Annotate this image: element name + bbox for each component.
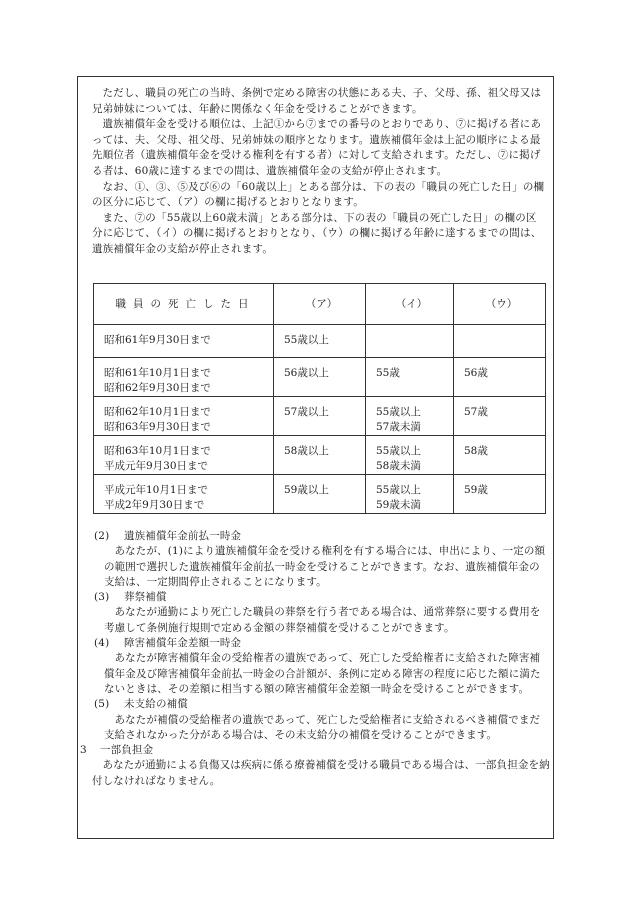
table-row — [94, 325, 546, 358]
date-cell: 昭和62年10月1日まで 昭和63年9月30日まで — [94, 397, 274, 436]
intro-text — [92, 86, 547, 258]
table-row — [94, 475, 546, 514]
age-a-cell: 56歳以上 — [274, 358, 366, 397]
table-row — [94, 436, 546, 475]
date-cell: 昭和61年9月30日まで — [94, 325, 274, 358]
section-body: あなたが、(1)により遺族補償年金を受ける権利を有する場合には、申出により、一定の額の範囲で選択した遺族補償年金前払一時金を受けることができます。なお、遺族補償年金の支給は、一定期間停止されることになります。 — [104, 545, 546, 588]
age-a-cell: 58歳以上 — [274, 436, 366, 475]
date-cell: 平成元年10月1日まで 平成2年9月30日まで — [94, 475, 274, 514]
section-4 — [80, 636, 550, 697]
age-table — [93, 283, 546, 514]
intro-paragraph: また、⑦の「55歳以上60歳未満」とある部分は、下の表の「職員の死亡した日」の欄の区分に応じて、（イ）の欄に掲げるとおりとなり、（ウ）の欄に掲げる年齢に達するまでの間は、遺族補償年金の支給が停止されます。 — [92, 211, 542, 255]
table-header-row — [94, 284, 546, 325]
section-title: 葬祭補償 — [124, 591, 167, 604]
header-a: （ア） — [274, 284, 366, 325]
section-number: (5) — [94, 698, 110, 711]
section-title: 遺族補償年金前払一時金 — [124, 530, 242, 542]
part-3 — [80, 743, 550, 789]
section-body: あなたが補償の受給権者の遺族であって、死亡した受給権者に支給されるべき補償でまだ支給されなかった分がある場合は、その未支給分の補償を受けることができます。 — [104, 713, 541, 741]
section-number: (4) — [94, 637, 110, 650]
age-i-cell — [366, 325, 454, 358]
table-row — [94, 397, 546, 436]
part-number: 3 — [80, 744, 87, 757]
section-title: 障害補償年金差額一時金 — [124, 637, 242, 650]
age-u-cell: 58歳 — [454, 436, 546, 475]
section-3 — [80, 590, 550, 636]
section-number: (3) — [94, 591, 110, 604]
header-i: （イ） — [366, 284, 454, 325]
header-death-date: 職員の死亡した日 — [94, 284, 274, 325]
intro-paragraph: 遺族補償年金を受ける順位は、上記①から⑦までの番号のとおりであり、⑦に掲げる者にあっては、夫、父母、祖父母、兄弟姉妹の順序となります。遺族補償年金は上記の順序による最先順位者（遺族補償年金を受ける権利を有する者）に対して支給されます。ただし、⑦に掲げる者は、60歳に達するまでの間は、遺族補償年金の支給が停止されます。 — [92, 118, 542, 177]
date-cell: 昭和63年10月1日まで 平成元年9月30日まで — [94, 436, 274, 475]
section-number: (2) — [94, 530, 110, 542]
section-title: 未支給の補償 — [124, 698, 188, 711]
age-i-cell: 55歳以上 59歳未満 — [366, 475, 454, 514]
table-row — [94, 358, 546, 397]
section-2 — [80, 529, 550, 590]
age-u-cell: 59歳 — [454, 475, 546, 514]
date-cell: 昭和61年10月1日まで 昭和62年9月30日まで — [94, 358, 274, 397]
age-i-cell: 55歳以上 58歳未満 — [366, 436, 454, 475]
age-a-cell: 59歳以上 — [274, 475, 366, 514]
header-u: （ウ） — [454, 284, 546, 325]
age-u-cell: 57歳 — [454, 397, 546, 436]
age-u-cell: 56歳 — [454, 358, 546, 397]
section-body: あなたが通勤により死亡した職員の葬祭を行う者である場合は、通常葬祭に要する費用を考慮して条例施行規則で定める金額の葬祭補償を受けることができます。 — [104, 606, 541, 634]
part-title: 一部負担金 — [100, 744, 154, 757]
intro-paragraph: なお、①、③、⑤及び⑥の「60歳以上」とある部分は、下の表の「職員の死亡した日」の欄の区分に応じて、（ア）の欄に掲げるとおりとなります。 — [92, 180, 545, 209]
age-a-cell: 57歳以上 — [274, 397, 366, 436]
age-i-cell: 55歳以上 57歳未満 — [366, 397, 454, 436]
sections-text — [80, 529, 550, 789]
section-5 — [80, 697, 550, 743]
age-u-cell — [454, 325, 546, 358]
section-body: あなたが障害補償年金の受給権者の遺族であって、死亡した受給権者に支給された障害補償年金及び障害補償年金前払一時金の合計額が、条例に定める障害の程度に応じた額に満たないときは、その差額に相当する額の障害補償年金差額一時金を受けることができます。 — [104, 652, 541, 695]
intro-paragraph: ただし、職員の死亡の当時、条例で定める障害の状態にある夫、子、父母、孫、祖父母又は兄弟姉妹については、年齢に関係なく年金を受けることができます。 — [92, 87, 542, 115]
part-body: あなたが通勤による負傷又は疾病に係る療養補償を受ける職員である場合は、一部負担金を納付しなければなりません。 — [92, 759, 550, 787]
age-i-cell: 55歳 — [366, 358, 454, 397]
age-a-cell: 55歳以上 — [274, 325, 366, 358]
